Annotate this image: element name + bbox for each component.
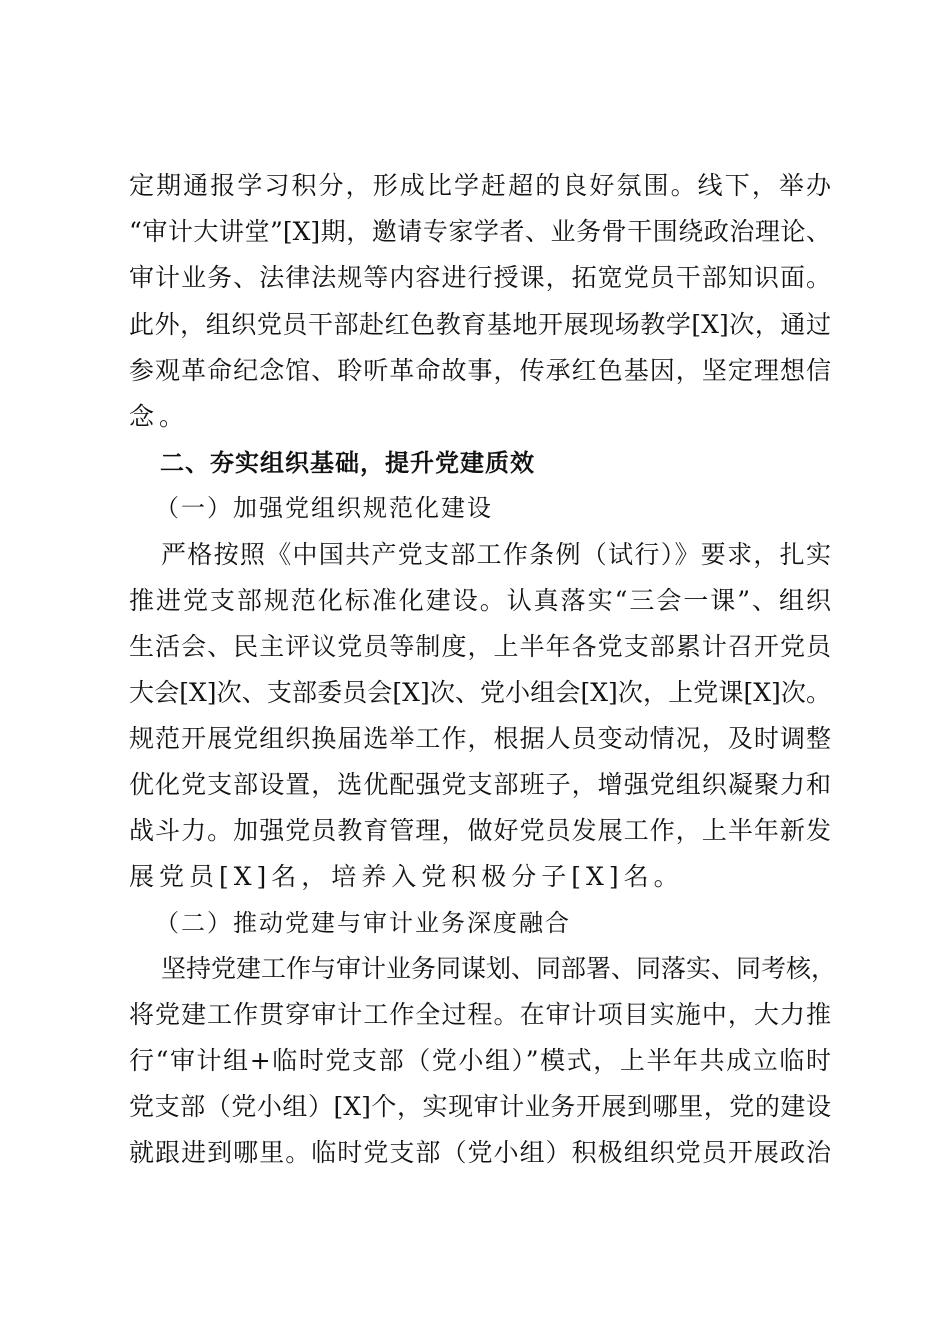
subsection-heading: （一）加强党组织规范化建设 xyxy=(155,494,493,522)
body-text-line: 就跟进到哪里。临时党支部（党小组）积极组织党员开展政治 xyxy=(129,1138,831,1167)
body-text-line: 大会[X]次、支部委员会[X]次、党小组会[X]次，上党课[X]次。 xyxy=(129,678,831,707)
body-text-line: 党支部（党小组）[X]个，实现审计业务开展到哪里，党的建设 xyxy=(129,1092,831,1121)
body-text-line: 将党建工作贯穿审计工作全过程。在审计项目实施中，大力推 xyxy=(129,1000,831,1029)
body-text-line: 坚持党建工作与审计业务同谋划、同部署、同落实、同考核， xyxy=(161,954,837,983)
body-text-line: 定期通报学习积分，形成比学赶超的良好氛围。线下，举办 xyxy=(129,171,831,200)
body-text-line: 战斗力。加强党员教育管理，做好党员发展工作，上半年新发 xyxy=(129,816,831,845)
body-text-line: 此外，组织党员干部赴红色教育基地开展现场教学[X]次，通过 xyxy=(129,310,831,339)
body-text-line: 生活会、民主评议党员等制度，上半年各党支部累计召开党员 xyxy=(129,632,831,661)
subsection-heading: （二）推动党建与审计业务深度融合 xyxy=(155,909,571,937)
body-text-line: 念。 xyxy=(129,402,190,431)
body-text-line: 审计业务、法律法规等内容进行授课，拓宽党员干部知识面。 xyxy=(129,263,831,292)
body-text-line: 规范开展党组织换届选举工作，根据人员变动情况，及时调整 xyxy=(129,724,831,753)
section-heading: 二、夯实组织基础，提升党建质效 xyxy=(160,449,535,477)
body-text-line: 展党员[X]名，培养入党积极分子[X]名。 xyxy=(129,862,684,891)
body-text-line: 推进党支部规范化标准化建设。认真落实“三会一课”、组织 xyxy=(129,586,831,615)
body-text-line: 行“审计组+临时党支部（党小组）”模式，上半年共成立临时 xyxy=(129,1046,831,1075)
body-text-line: “审计大讲堂”[X]期，邀请专家学者、业务骨干围绕政治理论、 xyxy=(129,217,831,246)
body-text-line: 参观革命纪念馆、聆听革命故事，传承红色基因，坚定理想信 xyxy=(129,356,831,385)
body-text-line: 严格按照《中国共产党支部工作条例（试行）》要求，扎实 xyxy=(161,540,831,569)
body-text-line: 优化党支部设置，选优配强党支部班子，增强党组织凝聚力和 xyxy=(129,770,831,799)
